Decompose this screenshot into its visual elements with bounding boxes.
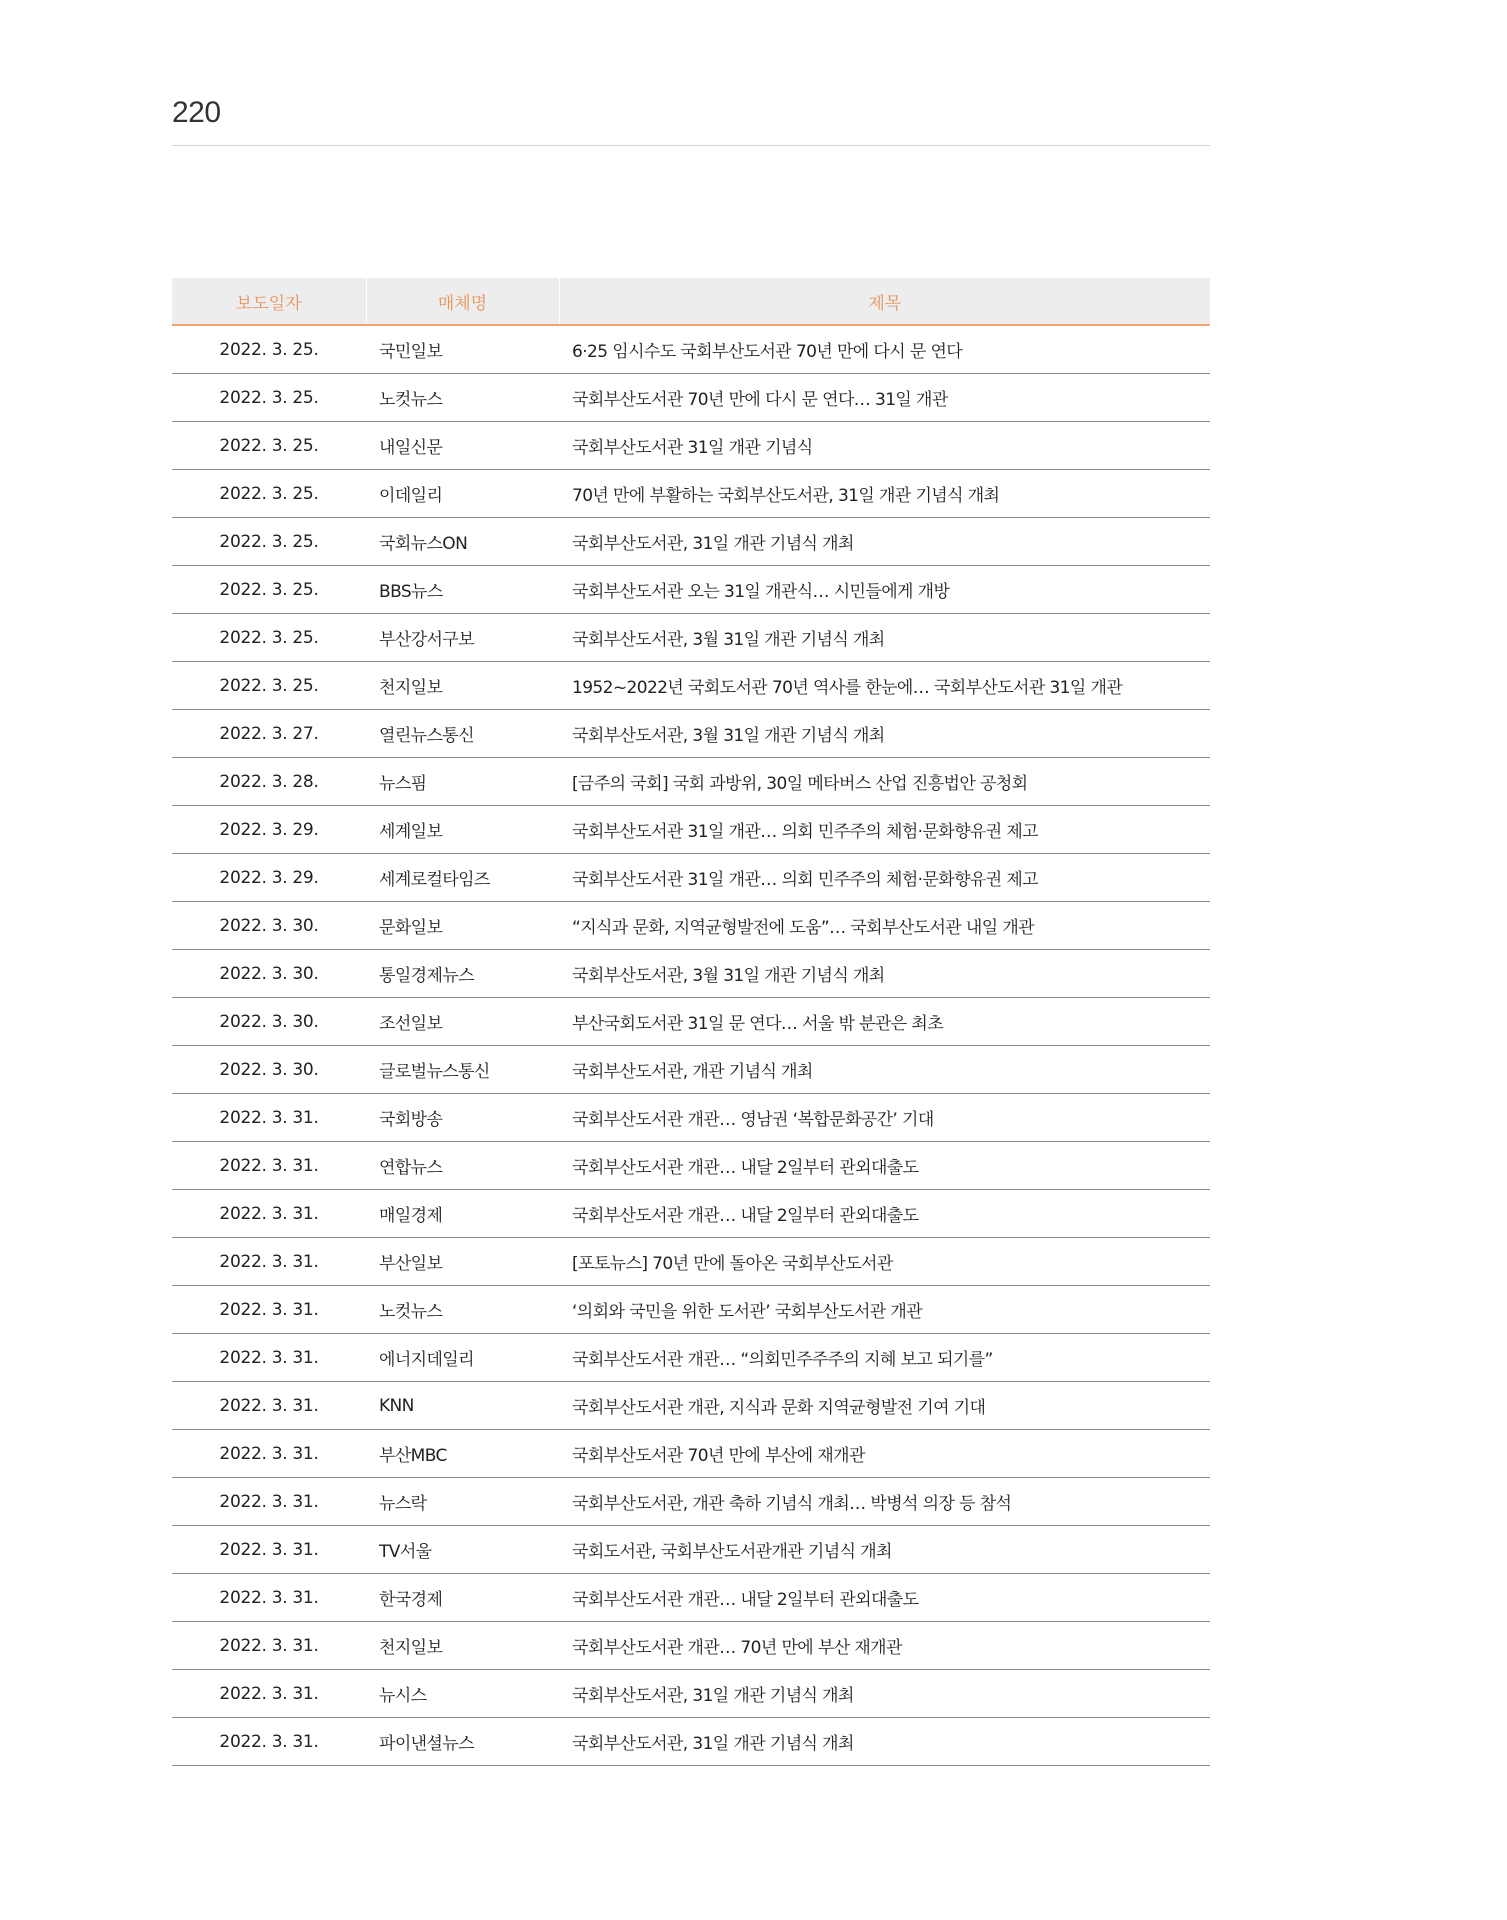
- table-row: [172, 998, 1210, 1046]
- date-cell: 2022. 3. 25.: [172, 422, 366, 470]
- title-cell: 국회부산도서관 31일 개관… 의회 민주주의 체험·문화향유권 제고: [559, 806, 1210, 854]
- title-cell: ‘의회와 국민을 위한 도서관’ 국회부산도서관 개관: [559, 1286, 1210, 1334]
- table-row: [172, 806, 1210, 854]
- media-cell: 뉴스핌: [366, 758, 559, 806]
- date-cell: 2022. 3. 31.: [172, 1718, 366, 1766]
- date-cell: 2022. 3. 31.: [172, 1334, 366, 1382]
- media-cell: 국회뉴스ON: [366, 518, 559, 566]
- title-cell: 국회부산도서관 개관… 영남권 ‘복합문화공간’ 기대: [559, 1094, 1210, 1142]
- media-cell: 이데일리: [366, 470, 559, 518]
- title-cell: 국회부산도서관 31일 개관 기념식: [559, 422, 1210, 470]
- media-cell: 내일신문: [366, 422, 559, 470]
- date-cell: 2022. 3. 31.: [172, 1094, 366, 1142]
- date-cell: 2022. 3. 27.: [172, 710, 366, 758]
- title-cell: 국회부산도서관 70년 만에 부산에 재개관: [559, 1430, 1210, 1478]
- media-cell: BBS뉴스: [366, 566, 559, 614]
- table-row: [172, 950, 1210, 998]
- column-header-date: 보도일자: [172, 278, 366, 325]
- media-cell: KNN: [366, 1382, 559, 1430]
- title-cell: 국회부산도서관, 개관 축하 기념식 개최… 박병석 의장 등 참석: [559, 1478, 1210, 1526]
- column-header-title: 제목: [559, 278, 1210, 325]
- table-header: [172, 278, 1210, 325]
- title-cell: 국회부산도서관 개관… 내달 2일부터 관외대출도: [559, 1190, 1210, 1238]
- media-cell: 천지일보: [366, 1622, 559, 1670]
- table-header-row: [172, 278, 1210, 325]
- date-cell: 2022. 3. 25.: [172, 614, 366, 662]
- table-row: [172, 1238, 1210, 1286]
- date-cell: 2022. 3. 25.: [172, 518, 366, 566]
- table-row: [172, 758, 1210, 806]
- table-row: [172, 1526, 1210, 1574]
- table-row: [172, 325, 1210, 374]
- page-number: 220: [172, 96, 221, 129]
- date-cell: 2022. 3. 31.: [172, 1670, 366, 1718]
- table-row: [172, 1046, 1210, 1094]
- media-cell: 에너지데일리: [366, 1334, 559, 1382]
- title-cell: 국회부산도서관 개관… “의회민주주주의 지혜 보고 되기를”: [559, 1334, 1210, 1382]
- title-cell: 국회부산도서관, 개관 기념식 개최: [559, 1046, 1210, 1094]
- table-row: [172, 1574, 1210, 1622]
- table-row: [172, 1094, 1210, 1142]
- media-cell: 조선일보: [366, 998, 559, 1046]
- date-cell: 2022. 3. 30.: [172, 950, 366, 998]
- date-cell: 2022. 3. 25.: [172, 325, 366, 374]
- table-body: [172, 325, 1210, 1766]
- title-cell: 국회부산도서관 개관, 지식과 문화 지역균형발전 기여 기대: [559, 1382, 1210, 1430]
- table-row: [172, 1382, 1210, 1430]
- table-row: [172, 1286, 1210, 1334]
- title-cell: 1952~2022년 국회도서관 70년 역사를 한눈에… 국회부산도서관 31일 개관: [559, 662, 1210, 710]
- table-row: [172, 710, 1210, 758]
- media-cell: 부산일보: [366, 1238, 559, 1286]
- table-row: [172, 470, 1210, 518]
- media-cell: 통일경제뉴스: [366, 950, 559, 998]
- media-cell: 글로벌뉴스통신: [366, 1046, 559, 1094]
- media-cell: 국민일보: [366, 325, 559, 374]
- date-cell: 2022. 3. 25.: [172, 374, 366, 422]
- media-cell: 세계로컬타임즈: [366, 854, 559, 902]
- table-row: [172, 1190, 1210, 1238]
- header-divider: [172, 145, 1210, 146]
- table-row: [172, 614, 1210, 662]
- media-cell: 매일경제: [366, 1190, 559, 1238]
- title-cell: 국회부산도서관, 3월 31일 개관 기념식 개최: [559, 710, 1210, 758]
- date-cell: 2022. 3. 31.: [172, 1382, 366, 1430]
- table-row: [172, 422, 1210, 470]
- title-cell: 국회부산도서관 개관… 내달 2일부터 관외대출도: [559, 1574, 1210, 1622]
- media-cell: 파이낸셜뉴스: [366, 1718, 559, 1766]
- title-cell: 국회부산도서관, 3월 31일 개관 기념식 개최: [559, 614, 1210, 662]
- table-row: [172, 902, 1210, 950]
- media-cell: 천지일보: [366, 662, 559, 710]
- title-cell: 국회부산도서관 오는 31일 개관식… 시민들에게 개방: [559, 566, 1210, 614]
- date-cell: 2022. 3. 30.: [172, 998, 366, 1046]
- date-cell: 2022. 3. 31.: [172, 1190, 366, 1238]
- table-row: [172, 1478, 1210, 1526]
- table-row: [172, 1718, 1210, 1766]
- date-cell: 2022. 3. 31.: [172, 1574, 366, 1622]
- title-cell: 국회부산도서관 31일 개관… 의회 민주주의 체험·문화향유권 제고: [559, 854, 1210, 902]
- date-cell: 2022. 3. 31.: [172, 1142, 366, 1190]
- date-cell: 2022. 3. 31.: [172, 1430, 366, 1478]
- date-cell: 2022. 3. 31.: [172, 1526, 366, 1574]
- table-row: [172, 1142, 1210, 1190]
- table-row: [172, 1670, 1210, 1718]
- date-cell: 2022. 3. 29.: [172, 806, 366, 854]
- table-row: [172, 1622, 1210, 1670]
- media-cell: 노컷뉴스: [366, 1286, 559, 1334]
- date-cell: 2022. 3. 30.: [172, 1046, 366, 1094]
- title-cell: 70년 만에 부활하는 국회부산도서관, 31일 개관 기념식 개최: [559, 470, 1210, 518]
- date-cell: 2022. 3. 30.: [172, 902, 366, 950]
- date-cell: 2022. 3. 28.: [172, 758, 366, 806]
- title-cell: 국회부산도서관, 31일 개관 기념식 개최: [559, 518, 1210, 566]
- title-cell: [금주의 국회] 국회 과방위, 30일 메타버스 산업 진흥법안 공청회: [559, 758, 1210, 806]
- date-cell: 2022. 3. 31.: [172, 1286, 366, 1334]
- date-cell: 2022. 3. 31.: [172, 1238, 366, 1286]
- media-cell: 뉴스락: [366, 1478, 559, 1526]
- title-cell: 국회부산도서관, 31일 개관 기념식 개최: [559, 1670, 1210, 1718]
- column-header-media: 매체명: [366, 278, 559, 325]
- title-cell: 국회부산도서관 개관… 내달 2일부터 관외대출도: [559, 1142, 1210, 1190]
- press-coverage-table: [172, 278, 1210, 1766]
- title-cell: 부산국회도서관 31일 문 연다… 서울 밖 분관은 최초: [559, 998, 1210, 1046]
- media-cell: 노컷뉴스: [366, 374, 559, 422]
- table-row: [172, 1430, 1210, 1478]
- title-cell: 국회부산도서관 개관… 70년 만에 부산 재개관: [559, 1622, 1210, 1670]
- date-cell: 2022. 3. 31.: [172, 1622, 366, 1670]
- media-cell: TV서울: [366, 1526, 559, 1574]
- date-cell: 2022. 3. 29.: [172, 854, 366, 902]
- table-row: [172, 662, 1210, 710]
- table-row: [172, 1334, 1210, 1382]
- title-cell: “지식과 문화, 지역균형발전에 도움”… 국회부산도서관 내일 개관: [559, 902, 1210, 950]
- media-cell: 국회방송: [366, 1094, 559, 1142]
- title-cell: 국회도서관, 국회부산도서관개관 기념식 개최: [559, 1526, 1210, 1574]
- media-cell: 뉴시스: [366, 1670, 559, 1718]
- title-cell: 국회부산도서관, 3월 31일 개관 기념식 개최: [559, 950, 1210, 998]
- table-row: [172, 518, 1210, 566]
- media-cell: 부산MBC: [366, 1430, 559, 1478]
- date-cell: 2022. 3. 31.: [172, 1478, 366, 1526]
- title-cell: 국회부산도서관, 31일 개관 기념식 개최: [559, 1718, 1210, 1766]
- date-cell: 2022. 3. 25.: [172, 662, 366, 710]
- media-cell: 연합뉴스: [366, 1142, 559, 1190]
- media-cell: 문화일보: [366, 902, 559, 950]
- title-cell: [포토뉴스] 70년 만에 돌아온 국회부산도서관: [559, 1238, 1210, 1286]
- table-row: [172, 566, 1210, 614]
- table-row: [172, 374, 1210, 422]
- media-cell: 한국경제: [366, 1574, 559, 1622]
- title-cell: 국회부산도서관 70년 만에 다시 문 연다… 31일 개관: [559, 374, 1210, 422]
- media-cell: 열린뉴스통신: [366, 710, 559, 758]
- date-cell: 2022. 3. 25.: [172, 566, 366, 614]
- media-cell: 부산강서구보: [366, 614, 559, 662]
- table-row: [172, 854, 1210, 902]
- date-cell: 2022. 3. 25.: [172, 470, 366, 518]
- title-cell: 6·25 임시수도 국회부산도서관 70년 만에 다시 문 연다: [559, 325, 1210, 374]
- media-cell: 세계일보: [366, 806, 559, 854]
